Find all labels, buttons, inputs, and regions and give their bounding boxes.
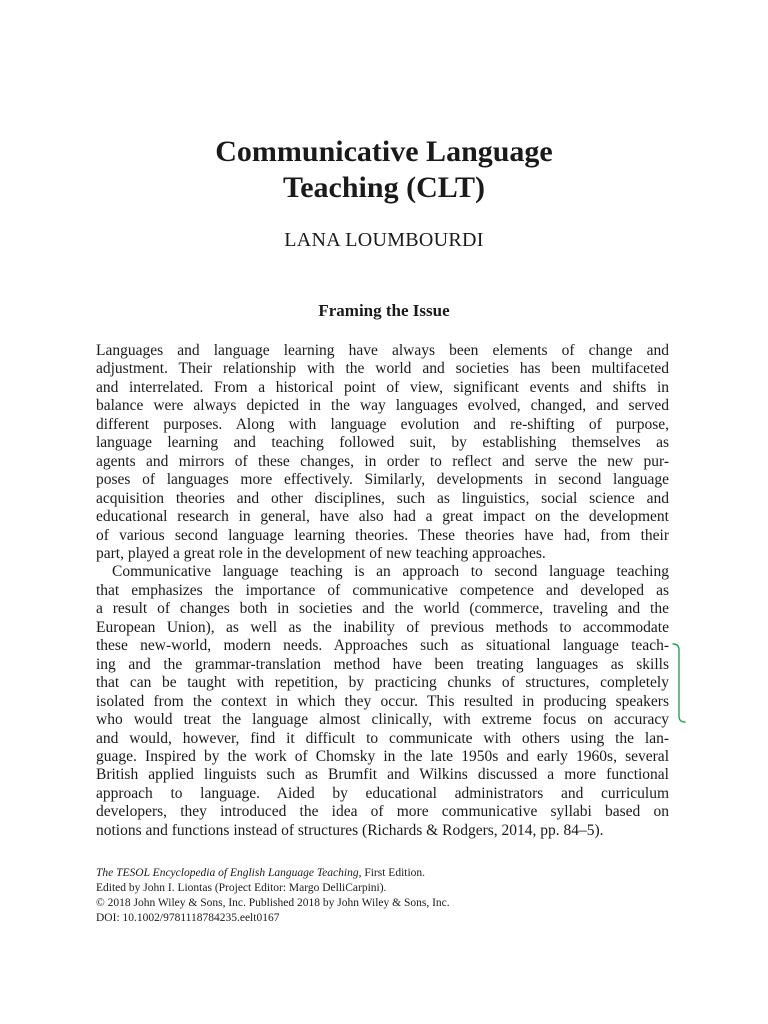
paragraph-2 (96, 563, 669, 840)
text-line: and would, however, find it difficult to communicate with others using the lan- (96, 729, 669, 747)
text-line: British applied linguists such as Brumfit and Wilkins discussed a more functional (96, 766, 669, 784)
text-line: that emphasizes the importance of communicative competence and developed as (96, 581, 669, 599)
footer-copyright: © 2018 John Wiley & Sons, Inc. Published 2018 by John Wiley & Sons, Inc. (96, 897, 450, 909)
text-line: and interrelated. From a historical point of view, significant events and shifts in (96, 378, 669, 396)
book-title: The TESOL Encyclopedia of English Language Teaching (96, 867, 359, 879)
text-line: isolated from the context in which they occur. This resulted in producing speakers (96, 692, 669, 710)
text-line: European Union), as well as the inability of previous methods to accommodate (96, 618, 669, 636)
footer-editors: Edited by John I. Liontas (Project Editor: Margo DelliCarpini). (96, 882, 387, 894)
text-line: balance were always depicted in the way languages evolved, changed, and served (96, 397, 669, 415)
title-line-2: Teaching (CLT) (282, 171, 485, 204)
text-line: of various second language learning theories. These theories have had, from their (96, 526, 669, 544)
text-line: that can be taught with repetition, by practicing chunks of structures, completely (96, 674, 669, 692)
text-line: different purposes. Along with language evolution and re-shifting of purpose, (96, 415, 669, 433)
text-line: approach to language. Aided by educational administrators and curriculum (96, 784, 669, 802)
section-heading: Framing the Issue (318, 301, 450, 320)
text-line: who would treat the language almost clinically, with extreme focus on accuracy (96, 711, 669, 729)
title-line-1: Communicative Language (215, 135, 553, 168)
text-line: these new-world, modern needs. Approaches such as situational language teach- (96, 637, 669, 655)
text-line: notions and functions instead of structures (Richards & Rodgers, 2014, pp. 84–5). (96, 821, 604, 839)
text-line: adjustment. Their relationship with the world and societies has been multifaceted (96, 360, 669, 378)
footer-doi: DOI: 10.1002/9781118784235.eelt0167 (96, 912, 280, 924)
author-name: LANA LOUMBOURDI (284, 229, 484, 251)
text-line: Languages and language learning have always been elements of change and (96, 342, 669, 359)
text-line: developers, they introduced the idea of more communicative syllabi based on (96, 803, 669, 821)
publication-footer (96, 866, 656, 926)
text-line: a result of changes both in societies and the world (commerce, traveling and the (96, 600, 669, 618)
book-edition: , First Edition. (358, 867, 426, 879)
text-line: poses of languages more effectively. Similarly, developments in second language (96, 471, 669, 489)
text-line: part, played a great role in the development of new teaching approaches. (96, 544, 546, 562)
text-line: acquisition theories and other disciplines, such as linguistics, social science and (96, 489, 669, 507)
text-line: guage. Inspired by the work of Chomsky in the late 1950s and early 1960s, several (96, 747, 669, 765)
footer-citation-line (96, 866, 656, 881)
text-line: language learning and teaching followed suit, by establishing themselves as (96, 434, 669, 452)
article-title (0, 134, 768, 206)
body-text (96, 342, 669, 840)
text-line: ing and the grammar-translation method have been treating languages as skills (96, 655, 669, 673)
text-line: agents and mirrors of these changes, in order to reflect and serve the new pur- (96, 452, 669, 470)
annotation-bracket-icon (672, 643, 686, 723)
text-line: Communicative language teaching is an approach to second language teaching (112, 563, 669, 581)
paragraph-1 (96, 342, 669, 563)
text-line: educational research in general, have also had a great impact on the development (96, 508, 669, 526)
